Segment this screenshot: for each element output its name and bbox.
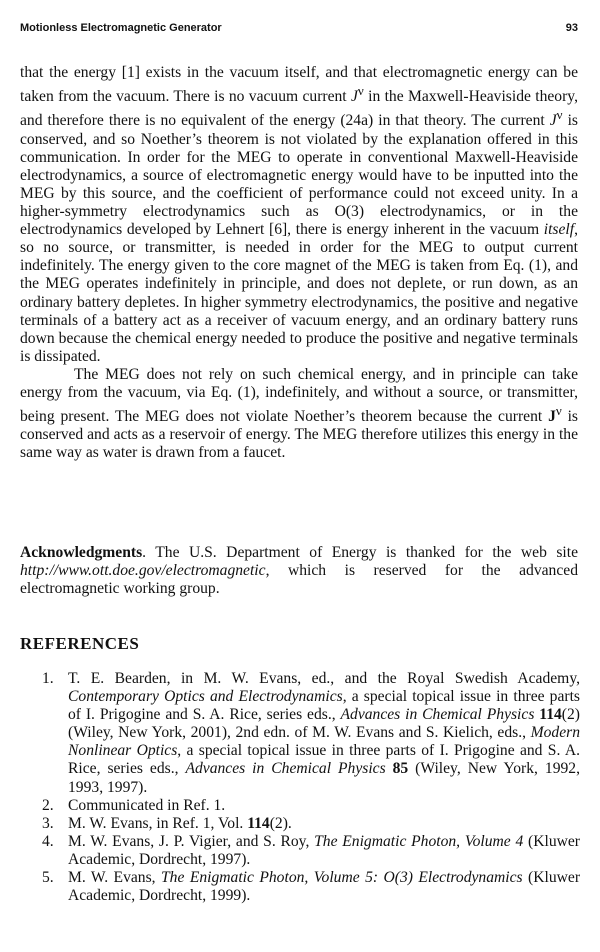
text-run: , a special topical issue in three parts of I. Prigogine and S. A. Rice, series eds., (68, 688, 580, 724)
body-text (20, 64, 578, 463)
text-run: (2). (269, 814, 292, 832)
superscript-nu: ν (555, 403, 562, 419)
text-run: , a special topical issue in three parts of I. Prigogine and S. A. Rice, series eds., (68, 742, 580, 778)
references-heading: REFERENCES (20, 634, 140, 653)
reference-item (20, 815, 580, 833)
paragraph-1 (20, 64, 578, 366)
reference-item (20, 670, 580, 797)
volume-number: 85 (392, 760, 409, 778)
book-title: The Enigmatic Photon, Volume 4 (314, 832, 524, 850)
running-title: Motionless Electromagnetic Generator (20, 22, 222, 34)
text-run: . The U.S. Department of Energy is thanked for the web site (142, 544, 578, 561)
book-title: The Enigmatic Photon, Volume 5: O(3) Electrodynamics (161, 869, 523, 887)
web-site-url: http://www.ott.doe.gov/electromagnetic (20, 562, 266, 580)
reference-number: 5. (42, 869, 54, 887)
superscript-nu: ν (357, 83, 364, 99)
superscript-nu: ν (556, 107, 563, 123)
text-run: M. W. Evans, (68, 869, 161, 887)
text-run: (Kluwer Academic, Dordrecht, 1997). (68, 832, 580, 868)
text-run: M. W. Evans, J. P. Vigier, and S. Roy, (68, 832, 315, 850)
text-run: The MEG does not rely on such chemical energy, and in principle can take energy from the vacuum, via Eq. (1), indefinitely, and without a source, or transmitter, being present. The MEG does not violate Noether’s theorem because the current (20, 365, 578, 426)
text-run: is conserved, and so Noether’s theorem is not violated by the explanation offered in this communication. In order for the MEG to operate in conventional Maxwell-Heaviside electrodynamics, a source of electromagnetic energy would have to be inputted into the MEG by this source, and the coefficient of performance could not exceed unity. In a higher-symmetry electrodynamics such as O(3) electrodynamics, or in the electrodynamics developed by Lehnert [6], there is energy inherent in the vacuum (20, 112, 578, 239)
references-list (20, 670, 580, 905)
running-header (20, 22, 578, 38)
vacuum-current-symbol: J (549, 112, 557, 130)
volume-number: 114 (247, 814, 270, 832)
acknowledgments (20, 544, 578, 598)
text-run: , which is reserved for the advanced electromagnetic working group. (20, 562, 578, 598)
reference-number: 1. (42, 670, 54, 687)
vacuum-current-symbol: J (350, 88, 358, 106)
current-vector-symbol: J (548, 408, 556, 426)
series-title: Advances in Chemical Physics (185, 760, 386, 778)
emphasis-itself: itself (543, 221, 575, 239)
text-run: (2) (Wiley, New York, 2001), 2nd edn. of M. W. Evans and S. Kielich, eds., (68, 706, 580, 742)
text-run: Communicated in Ref. 1. (68, 796, 226, 814)
page-number: 93 (565, 22, 578, 34)
text-run: , so no source, or transmitter, is needed in order for the MEG to output current indefinitely. The energy given to the core magnet of the MEG is taken from Eq. (1), and the MEG operates indefinitely in principle, and does not deplete, or run down, as an ordinary battery depletes. In higher symmetry electrodynamics, the positive and negative terminals of a battery act as a receiver of vacuum energy, and an ordinary battery runs down because the chemical energy needed to produce the positive and negative terminals is dissipated. (20, 221, 578, 365)
text-run: (Kluwer Academic, Dordrecht, 1999). (68, 869, 581, 905)
series-title: Advances in Chemical Physics (340, 706, 535, 724)
book-title: Modern Nonlinear Optics (68, 724, 580, 760)
reference-item (20, 797, 580, 815)
book-title: Contemporary Optics and Electrodynamics (68, 688, 343, 706)
text-run: is conserved and acts as a reservoir of energy. The MEG therefore utilizes this energy in the same way as water is drawn from a faucet. (20, 408, 578, 462)
reference-number: 2. (42, 796, 54, 814)
reference-item (20, 833, 580, 869)
reference-number: 3. (42, 814, 54, 832)
text-run: that the energy [1] exists in the vacuum itself, and that electromagnetic energy can be taken from the vacuum. There is no vacuum current (20, 64, 578, 106)
volume-number: 114 (539, 706, 562, 724)
reference-item (20, 869, 580, 905)
text-run: T. E. Bearden, in M. W. Evans, ed., and the Royal Swedish Academy, (68, 670, 580, 687)
reference-number: 4. (42, 832, 54, 850)
text-run: (Wiley, New York, 1992, 1993, 1997). (68, 760, 580, 796)
text-run: in the Maxwell-Heaviside theory, and therefore there is no equivalent of the energy (24a) in that theory. The current (20, 88, 578, 130)
paragraph-2 (20, 366, 578, 463)
text-run: M. W. Evans, in Ref. 1, Vol. (68, 814, 248, 832)
acknowledgments-heading: Acknowledgments (20, 544, 143, 561)
